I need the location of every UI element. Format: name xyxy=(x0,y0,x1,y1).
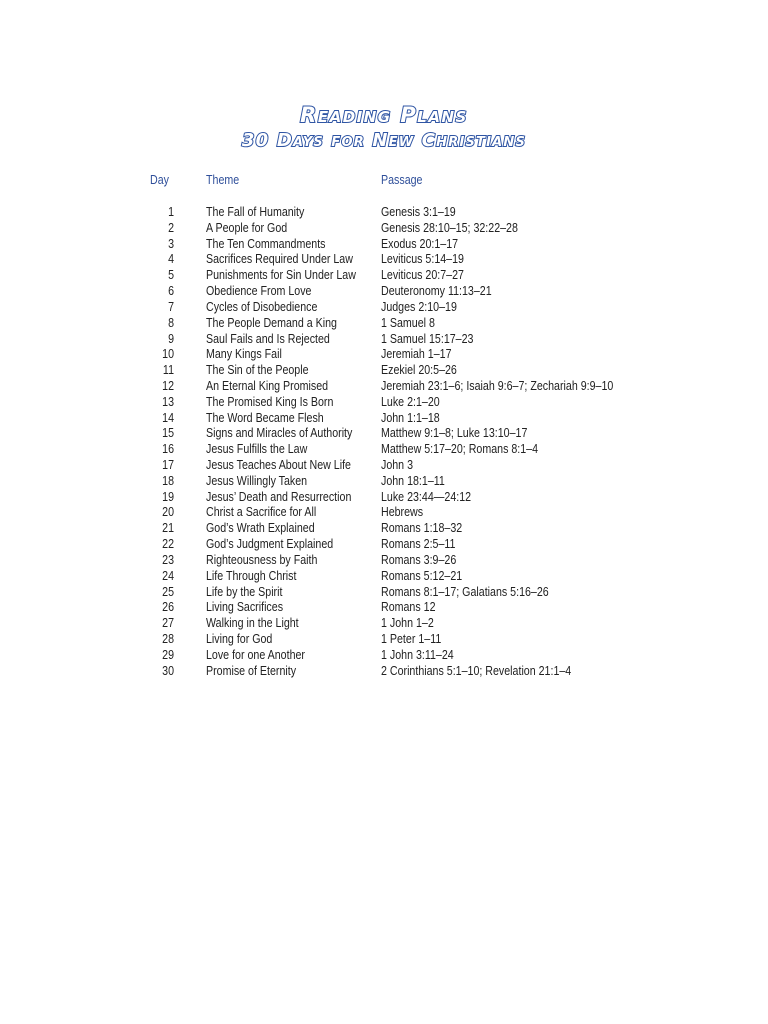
table-row xyxy=(0,663,768,679)
row-day: 26 xyxy=(162,599,174,615)
row-theme: Signs and Miracles of Authority xyxy=(206,425,353,441)
table-row xyxy=(0,283,768,299)
table-row xyxy=(0,473,768,489)
row-theme: The Sin of the People xyxy=(206,362,309,378)
row-day: 18 xyxy=(162,472,174,488)
row-passage: John 18:1–11 xyxy=(381,472,445,488)
table-row xyxy=(0,615,768,631)
row-day: 12 xyxy=(162,377,174,393)
row-day: 13 xyxy=(162,393,174,409)
row-passage: 1 John 3:11–24 xyxy=(381,646,454,662)
row-theme: Many Kings Fail xyxy=(206,346,282,362)
table-row xyxy=(0,204,768,220)
page-title: Reading Plans xyxy=(300,103,468,127)
page-subtitle: 30 Days for New Christians xyxy=(241,130,527,151)
row-day: 5 xyxy=(168,267,174,283)
table-row xyxy=(0,631,768,647)
row-day: 7 xyxy=(168,298,174,314)
row-theme: Saul Fails and Is Rejected xyxy=(206,330,330,346)
row-day: 2 xyxy=(168,219,174,235)
row-passage: Genesis 3:1–19 xyxy=(381,204,456,219)
table-row xyxy=(0,584,768,600)
row-theme: A People for God xyxy=(206,219,288,235)
row-day: 11 xyxy=(162,362,174,378)
table-row xyxy=(0,489,768,505)
row-theme: Punishments for Sin Under Law xyxy=(206,267,356,283)
table-row xyxy=(0,251,768,267)
row-passage: 1 Samuel 8 xyxy=(381,314,435,330)
row-theme: Christ a Sacrifice for All xyxy=(206,504,317,520)
row-theme: Walking in the Light xyxy=(206,615,299,631)
row-passage: Matthew 5:17–20; Romans 8:1–4 xyxy=(381,441,539,457)
row-passage: Exodus 20:1–17 xyxy=(381,235,459,251)
row-theme: The Ten Commandments xyxy=(206,235,326,251)
row-day: 20 xyxy=(162,504,174,520)
row-passage: Matthew 9:1–8; Luke 13:10–17 xyxy=(381,425,528,441)
row-day: 3 xyxy=(168,235,174,251)
table-row xyxy=(0,410,768,426)
row-day: 16 xyxy=(162,441,174,457)
row-passage: Romans 2:5–11 xyxy=(381,536,456,552)
row-passage: Genesis 28:10–15; 32:22–28 xyxy=(381,219,518,235)
table-row xyxy=(0,331,768,347)
row-passage: Judges 2:10–19 xyxy=(381,298,457,314)
table-row xyxy=(0,504,768,520)
row-passage: Romans 3:9–26 xyxy=(381,551,457,567)
row-passage: Luke 23:44—24:12 xyxy=(381,488,472,504)
reading-plan-table xyxy=(0,172,768,678)
row-theme: An Eternal King Promised xyxy=(206,377,329,393)
table-row xyxy=(0,536,768,552)
table-row xyxy=(0,378,768,394)
table-row xyxy=(0,441,768,457)
row-theme: Obedience From Love xyxy=(206,283,312,299)
row-theme: God’s Judgment Explained xyxy=(206,536,334,552)
column-header-theme: Theme xyxy=(206,172,240,187)
row-day: 9 xyxy=(168,330,174,346)
row-day: 29 xyxy=(162,646,174,662)
table-row xyxy=(0,220,768,236)
row-day: 14 xyxy=(162,409,174,425)
row-theme: The People Demand a King xyxy=(206,314,337,330)
table-row xyxy=(0,647,768,663)
row-day: 17 xyxy=(162,457,174,472)
row-passage: Deuteronomy 11:13–21 xyxy=(381,283,492,299)
row-passage: Romans 12 xyxy=(381,599,436,615)
row-passage: Hebrews xyxy=(381,504,424,520)
row-theme: Jesus’ Death and Resurrection xyxy=(206,488,352,504)
row-theme: Jesus Fulfills the Law xyxy=(206,441,308,457)
row-passage: John 3 xyxy=(381,457,414,472)
row-passage: Jeremiah 23:1–6; Isaiah 9:6–7; Zechariah 9:9–10 xyxy=(381,377,614,393)
row-passage: 1 Peter 1–11 xyxy=(381,630,442,646)
row-theme: The Promised King Is Born xyxy=(206,393,334,409)
table-body xyxy=(0,204,768,678)
row-theme: Living for God xyxy=(206,630,273,646)
row-day: 10 xyxy=(162,346,174,362)
row-passage: Luke 2:1–20 xyxy=(381,393,440,409)
row-day: 1 xyxy=(168,204,174,219)
row-day: 8 xyxy=(168,314,174,330)
row-day: 15 xyxy=(162,425,174,441)
table-row xyxy=(0,599,768,615)
document-header xyxy=(0,102,768,154)
row-theme: The Word Became Flesh xyxy=(206,409,324,425)
row-passage: Leviticus 20:7–27 xyxy=(381,267,464,283)
row-passage: John 1:1–18 xyxy=(381,409,440,425)
row-passage: Romans 1:18–32 xyxy=(381,520,463,536)
row-passage: Jeremiah 1–17 xyxy=(381,346,452,362)
row-day: 4 xyxy=(168,251,174,267)
table-row xyxy=(0,457,768,473)
row-passage: Romans 5:12–21 xyxy=(381,567,463,583)
row-theme: Life Through Christ xyxy=(206,567,297,583)
table-row xyxy=(0,315,768,331)
table-header xyxy=(0,172,768,204)
table-row xyxy=(0,520,768,536)
row-passage: Ezekiel 20:5–26 xyxy=(381,362,457,378)
row-passage: 1 Samuel 15:17–23 xyxy=(381,330,474,346)
row-theme: Jesus Willingly Taken xyxy=(206,472,308,488)
row-theme: The Fall of Humanity xyxy=(206,204,305,219)
table-row xyxy=(0,267,768,283)
table-row xyxy=(0,425,768,441)
row-passage: Leviticus 5:14–19 xyxy=(381,251,464,267)
row-day: 23 xyxy=(162,551,174,567)
row-theme: Righteousness by Faith xyxy=(206,551,318,567)
row-day: 25 xyxy=(162,583,174,599)
table-row xyxy=(0,568,768,584)
row-theme: Sacrifices Required Under Law xyxy=(206,251,353,267)
row-day: 21 xyxy=(162,520,174,536)
row-day: 30 xyxy=(162,662,174,678)
row-day: 6 xyxy=(168,283,174,299)
row-day: 24 xyxy=(162,567,174,583)
row-theme: Living Sacrifices xyxy=(206,599,284,615)
row-day: 22 xyxy=(162,536,174,552)
column-header-passage: Passage xyxy=(381,172,423,187)
row-theme: Cycles of Disobedience xyxy=(206,298,318,314)
row-theme: Love for one Another xyxy=(206,646,305,662)
table-row xyxy=(0,394,768,410)
row-passage: 1 John 1–2 xyxy=(381,615,434,631)
table-row xyxy=(0,552,768,568)
row-passage: Romans 8:1–17; Galatians 5:16–26 xyxy=(381,583,549,599)
row-theme: Promise of Eternity xyxy=(206,662,297,678)
row-passage: 2 Corinthians 5:1–10; Revelation 21:1–4 xyxy=(381,662,572,678)
table-row xyxy=(0,299,768,315)
table-row xyxy=(0,362,768,378)
row-day: 27 xyxy=(162,615,174,631)
row-theme: Life by the Spirit xyxy=(206,583,283,599)
table-row xyxy=(0,236,768,252)
row-theme: Jesus Teaches About New Life xyxy=(206,457,351,472)
table-row xyxy=(0,346,768,362)
row-theme: God’s Wrath Explained xyxy=(206,520,315,536)
row-day: 19 xyxy=(162,488,174,504)
column-header-day: Day xyxy=(150,172,169,187)
row-day: 28 xyxy=(162,630,174,646)
